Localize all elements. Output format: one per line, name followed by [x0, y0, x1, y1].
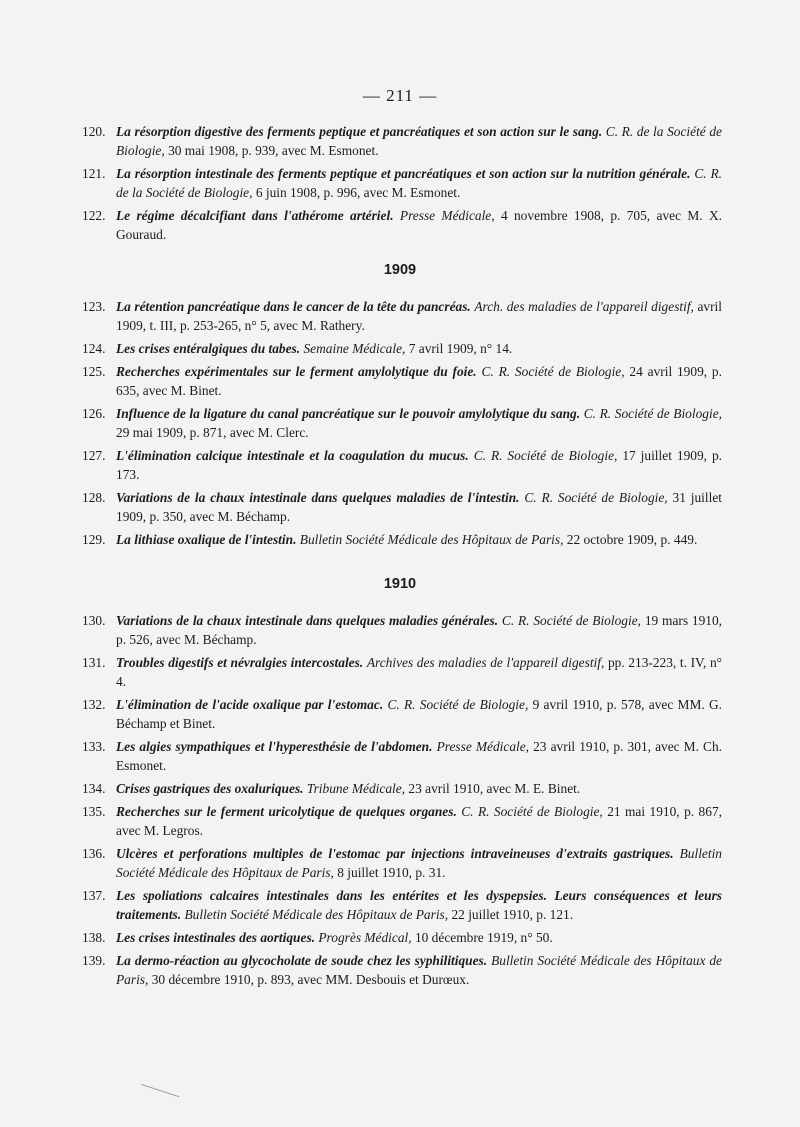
- section-1909: [82, 297, 722, 549]
- entry-details: 31 juillet 1909, p. 350, avec M. Béchamp.: [116, 490, 723, 524]
- entry-text: [116, 653, 722, 691]
- entry-text: [116, 802, 722, 840]
- entry-number: 121.: [82, 166, 106, 181]
- entry-number: 125.: [82, 364, 106, 379]
- entry-text: [116, 164, 722, 202]
- entry-number: 136.: [82, 846, 106, 861]
- entry-text: [116, 737, 722, 775]
- entry-number: 122.: [82, 208, 106, 223]
- entry-number: 139.: [82, 953, 106, 968]
- entry-journal: Archives des maladies de l'appareil digestif,: [366, 655, 605, 670]
- entry-title: Les crises intestinales des aortiques.: [116, 930, 316, 945]
- entry-number: 132.: [82, 697, 106, 712]
- entry-journal: Tribune Médicale,: [306, 781, 406, 796]
- bibliography-entry: [82, 653, 722, 691]
- entry-text: [116, 844, 722, 882]
- entry-details: 7 avril 1909, n° 14.: [405, 341, 513, 356]
- entry-text: [116, 362, 722, 400]
- entry-journal: C. R. Société de Biologie,: [481, 364, 625, 379]
- entry-text: [116, 530, 722, 549]
- entry-journal: C. R. de la Société de Biologie,: [116, 166, 723, 200]
- entry-title: La rétention pancréatique dans le cancer de la tête du pancréas.: [116, 299, 471, 314]
- entry-title: Les spoliations calcaires intestinales dans les entérites et les dyspepsies. Leurs conséquences et leurs traitements.: [116, 888, 722, 922]
- entry-journal: Bulletin Société Médicale des Hôpitaux de Paris,: [184, 907, 449, 922]
- entry-text: [116, 951, 722, 989]
- entry-text: [116, 339, 722, 358]
- entry-title: Ulcères et perforations multiples de l'estomac par injections intraveineuses d'extraits gastriques.: [116, 846, 674, 861]
- entry-number: 120.: [82, 124, 106, 139]
- entry-journal: Presse Médicale,: [399, 208, 495, 223]
- entry-text: [116, 404, 722, 442]
- entry-text: [116, 206, 722, 244]
- section-1908: [82, 122, 722, 244]
- bibliography-entry: [82, 928, 722, 947]
- entry-number: 134.: [82, 781, 106, 796]
- entry-title: Recherches expérimentales sur le ferment amylolytique du foie.: [116, 364, 477, 379]
- bibliography-entry: [82, 297, 722, 335]
- entry-details: 22 juillet 1910, p. 121.: [448, 907, 574, 922]
- entry-number: 128.: [82, 490, 106, 505]
- entry-title: Variations de la chaux intestinale dans quelques maladies de l'intestin.: [116, 490, 520, 505]
- entry-details: 8 juillet 1910, p. 31.: [333, 865, 446, 880]
- entry-journal: C. R. Société de Biologie,: [461, 804, 603, 819]
- bibliography-entry: [82, 951, 722, 989]
- entry-number: 137.: [82, 888, 106, 903]
- entry-number: 133.: [82, 739, 106, 754]
- entry-title: Crises gastriques des oxaluriques.: [116, 781, 304, 796]
- entry-number: 131.: [82, 655, 106, 670]
- entry-details: 24 avril 1909, p. 635, avec M. Binet.: [116, 364, 722, 398]
- entry-journal: Progrès Médical,: [318, 930, 412, 945]
- entry-journal: Presse Médicale,: [436, 739, 530, 754]
- entry-details: pp. 213-223, t. IV, n° 4.: [116, 655, 722, 689]
- entry-number: 127.: [82, 448, 106, 463]
- entry-title: Troubles digestifs et névralgies intercostales.: [116, 655, 364, 670]
- entry-title: Les algies sympathiques et l'hyperesthésie de l'abdomen.: [116, 739, 433, 754]
- entry-title: Le régime décalcifiant dans l'athérome artériel.: [116, 208, 394, 223]
- entry-details: 23 avril 1910, avec M. E. Binet.: [405, 781, 581, 796]
- entry-journal: C. R. Société de Biologie,: [387, 697, 529, 712]
- year-heading-1910: 1910: [383, 576, 417, 592]
- entry-journal: C. R. Société de Biologie,: [473, 448, 618, 463]
- entry-number: 130.: [82, 613, 106, 628]
- bibliography-entry: [82, 404, 722, 442]
- entry-details: avril 1909, t. III, p. 253-265, n° 5, avec M. Rathery.: [116, 299, 722, 333]
- bibliography-entry: [82, 122, 722, 160]
- bibliography-entry: [82, 886, 722, 924]
- entry-journal: Bulletin Société Médicale des Hôpitaux de Paris,: [116, 953, 722, 987]
- year-heading-1909: 1909: [383, 262, 417, 278]
- bibliography-entry: [82, 206, 722, 244]
- bibliography-entry: [82, 530, 722, 549]
- entry-text: [116, 779, 722, 798]
- bibliography-entry: [82, 488, 722, 526]
- bibliography-entry: [82, 339, 722, 358]
- bibliography-entry: [82, 779, 722, 798]
- entry-journal: C. R. Société de Biologie,: [583, 406, 722, 421]
- entry-details: 19 mars 1910, p. 526, avec M. Béchamp.: [116, 613, 722, 647]
- bibliography-entry: [82, 802, 722, 840]
- entry-details: 9 avril 1910, p. 578, avec MM. G. Béchamp et Binet.: [116, 697, 722, 731]
- entry-journal: C. R. de la Société de Biologie,: [116, 124, 722, 158]
- page-number: — 211 —: [362, 86, 438, 105]
- entry-title: Variations de la chaux intestinale dans quelques maladies générales.: [116, 613, 499, 628]
- entry-details: 22 octobre 1909, p. 449.: [563, 532, 698, 547]
- bibliography-entry: [82, 611, 722, 649]
- bibliography-entry: [82, 737, 722, 775]
- scan-mark: [141, 1084, 179, 1097]
- entry-details: 17 juillet 1909, p. 173.: [116, 448, 722, 482]
- entry-journal: C. R. Société de Biologie,: [524, 490, 668, 505]
- entry-text: [116, 122, 722, 160]
- entry-text: [116, 886, 722, 924]
- entry-number: 124.: [82, 341, 106, 356]
- entry-details: 30 mai 1908, p. 939, avec M. Esmonet.: [164, 143, 379, 158]
- bibliography-entry: [82, 695, 722, 733]
- entry-number: 138.: [82, 930, 106, 945]
- entry-details: 4 novembre 1908, p. 705, avec M. X. Gouraud.: [116, 208, 722, 242]
- entry-details: 30 décembre 1910, p. 893, avec MM. Desbouis et Durœux.: [148, 972, 470, 987]
- entry-journal: Semaine Médicale,: [303, 341, 406, 356]
- entry-title: La lithiase oxalique de l'intestin.: [116, 532, 297, 547]
- entry-title: Influence de la ligature du canal pancréatique sur le pouvoir amylolytique du sang.: [116, 406, 581, 421]
- entry-details: 29 mai 1909, p. 871, avec M. Clerc.: [116, 425, 309, 440]
- entry-text: [116, 611, 722, 649]
- entry-text: [116, 695, 722, 733]
- entry-text: [116, 928, 722, 947]
- entry-title: La résorption digestive des ferments peptique et pancréatiques et son action sur le sang.: [116, 124, 603, 139]
- entry-title: Recherches sur le ferment uricolytique de quelques organes.: [116, 804, 457, 819]
- bibliography-entry: [82, 446, 722, 484]
- entry-title: La dermo-réaction au glycocholate de soude chez les syphilitiques.: [116, 953, 488, 968]
- entry-title: L'élimination de l'acide oxalique par l'estomac.: [116, 697, 384, 712]
- entry-details: 10 décembre 1919, n° 50.: [411, 930, 553, 945]
- entry-details: 6 juin 1908, p. 996, avec M. Esmonet.: [252, 185, 461, 200]
- entry-number: 135.: [82, 804, 106, 819]
- entry-journal: C. R. Société de Biologie,: [501, 613, 641, 628]
- entry-text: [116, 488, 722, 526]
- bibliography-entry: [82, 362, 722, 400]
- bibliography-entry: [82, 164, 722, 202]
- entry-journal: Arch. des maladies de l'appareil digestif,: [474, 299, 694, 314]
- entry-number: 129.: [82, 532, 106, 547]
- entry-details: 21 mai 1910, p. 867, avec M. Legros.: [116, 804, 722, 838]
- entry-number: 126.: [82, 406, 106, 421]
- entry-text: [116, 446, 722, 484]
- entry-number: 123.: [82, 299, 106, 314]
- entry-title: L'élimination calcique intestinale et la coagulation du mucus.: [116, 448, 469, 463]
- entry-text: [116, 297, 722, 335]
- entry-title: La résorption intestinale des ferments peptique et pancréatiques et son action sur la nutrition générale.: [116, 166, 691, 181]
- bibliography-entry: [82, 844, 722, 882]
- entry-journal: Bulletin Société Médicale des Hôpitaux de Paris,: [299, 532, 564, 547]
- section-1910: [82, 611, 722, 989]
- entry-journal: Bulletin Société Médicale des Hôpitaux de Paris,: [116, 846, 722, 880]
- entry-title: Les crises entéralgiques du tabes.: [116, 341, 301, 356]
- entry-details: 23 avril 1910, p. 301, avec M. Ch. Esmonet.: [116, 739, 722, 773]
